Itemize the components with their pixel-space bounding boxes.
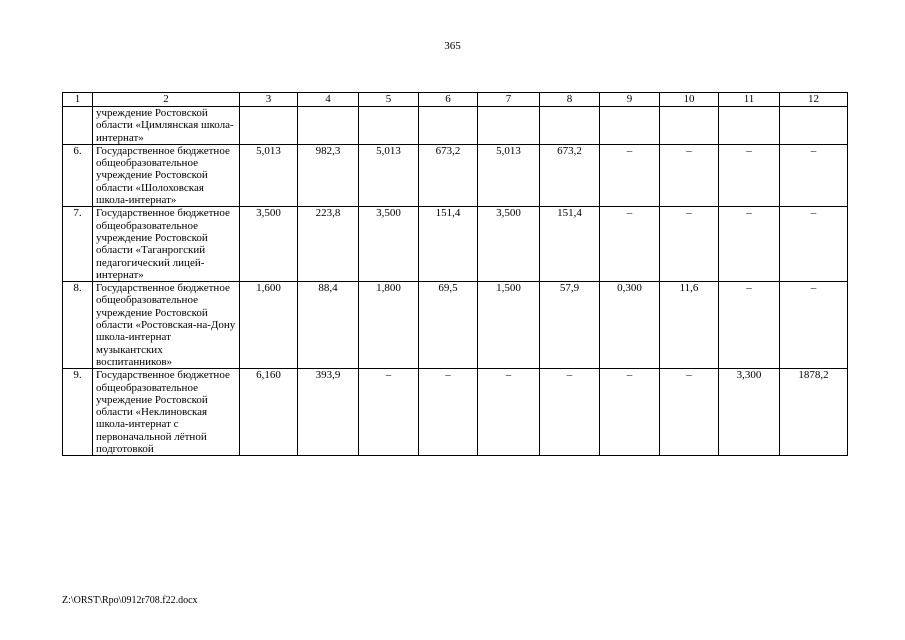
column-header: 12 — [780, 93, 848, 107]
row-number-cell — [63, 107, 93, 145]
row-number-cell: 8. — [63, 282, 93, 369]
column-header: 10 — [660, 93, 719, 107]
value-cell: – — [780, 207, 848, 282]
value-cell: 1,800 — [359, 282, 419, 369]
value-cell: – — [660, 144, 719, 206]
value-cell: – — [478, 369, 540, 456]
table-row — [63, 369, 848, 456]
footer-file-path: Z:\ORST\Rpo\0912r708.f22.docx — [62, 595, 198, 606]
value-cell — [240, 107, 298, 145]
institution-name-cell: Государственное бюджетное общеобразовательное учреждение Ростовской области «Неклиновская школа-интернат с первоначальной лётной подготовкой — [93, 369, 240, 456]
value-cell: 151,4 — [540, 207, 600, 282]
column-header: 7 — [478, 93, 540, 107]
data-table — [62, 92, 848, 456]
institution-name-cell: Государственное бюджетное общеобразовательное учреждение Ростовской области «Таганрогский педагогический лицей-интернат» — [93, 207, 240, 282]
value-cell: 1878,2 — [780, 369, 848, 456]
institution-name-cell: Государственное бюджетное общеобразовательное учреждение Ростовской области «Шолоховская школа-интернат» — [93, 144, 240, 206]
value-cell: 223,8 — [298, 207, 359, 282]
value-cell: 982,3 — [298, 144, 359, 206]
value-cell — [298, 107, 359, 145]
column-header: 9 — [600, 93, 660, 107]
column-header: 6 — [419, 93, 478, 107]
value-cell: 0,300 — [600, 282, 660, 369]
table-row — [63, 282, 848, 369]
column-header: 3 — [240, 93, 298, 107]
value-cell: – — [540, 369, 600, 456]
value-cell: 3,300 — [719, 369, 780, 456]
column-header: 11 — [719, 93, 780, 107]
value-cell: 11,6 — [660, 282, 719, 369]
value-cell: – — [419, 369, 478, 456]
column-header: 8 — [540, 93, 600, 107]
header-row — [63, 93, 848, 107]
row-number-cell: 6. — [63, 144, 93, 206]
value-cell: – — [719, 207, 780, 282]
table-header — [63, 93, 848, 107]
value-cell: – — [359, 369, 419, 456]
value-cell: 1,600 — [240, 282, 298, 369]
value-cell: 151,4 — [419, 207, 478, 282]
value-cell: 5,013 — [240, 144, 298, 206]
value-cell: – — [719, 282, 780, 369]
value-cell: 673,2 — [419, 144, 478, 206]
value-cell — [660, 107, 719, 145]
value-cell: – — [719, 144, 780, 206]
value-cell — [600, 107, 660, 145]
value-cell — [419, 107, 478, 145]
row-number-cell: 7. — [63, 207, 93, 282]
value-cell: 57,9 — [540, 282, 600, 369]
value-cell: 3,500 — [478, 207, 540, 282]
value-cell: 88,4 — [298, 282, 359, 369]
value-cell: – — [660, 369, 719, 456]
page-number: 365 — [444, 40, 461, 52]
value-cell: 3,500 — [240, 207, 298, 282]
value-cell: – — [660, 207, 719, 282]
value-cell: 1,500 — [478, 282, 540, 369]
value-cell: – — [600, 369, 660, 456]
row-number-cell: 9. — [63, 369, 93, 456]
institution-name-cell: учреждение Ростовской области «Цимлянская школа-интернат» — [93, 107, 240, 145]
value-cell: 5,013 — [359, 144, 419, 206]
column-header: 5 — [359, 93, 419, 107]
column-header: 4 — [298, 93, 359, 107]
value-cell — [478, 107, 540, 145]
value-cell: 69,5 — [419, 282, 478, 369]
value-cell — [780, 107, 848, 145]
institution-name-cell: Государственное бюджетное общеобразовательное учреждение Ростовской области «Ростовская-на-Дону школа-интернат музыкантских воспитанников» — [93, 282, 240, 369]
value-cell: – — [780, 144, 848, 206]
value-cell: 393,9 — [298, 369, 359, 456]
value-cell: 6,160 — [240, 369, 298, 456]
table-row — [63, 207, 848, 282]
value-cell — [359, 107, 419, 145]
value-cell: – — [600, 207, 660, 282]
table-row — [63, 144, 848, 206]
column-header: 2 — [93, 93, 240, 107]
value-cell: 673,2 — [540, 144, 600, 206]
value-cell: 3,500 — [359, 207, 419, 282]
table-body — [63, 107, 848, 456]
value-cell: 5,013 — [478, 144, 540, 206]
value-cell — [540, 107, 600, 145]
value-cell: – — [600, 144, 660, 206]
value-cell — [719, 107, 780, 145]
column-header: 1 — [63, 93, 93, 107]
table-row — [63, 107, 848, 145]
value-cell: – — [780, 282, 848, 369]
